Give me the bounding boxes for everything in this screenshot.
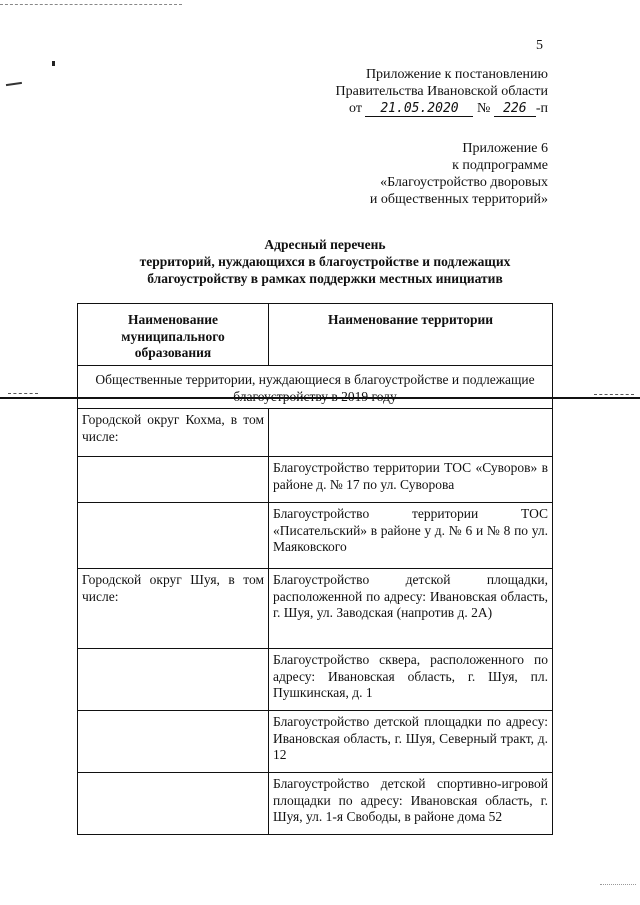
scan-artifact-dashes: [0, 4, 182, 5]
territory-cell: Благоустройство территории ТОС «Суворов» в районе д. № 17 по ул. Суворова: [269, 457, 553, 503]
handwritten-date: 21.05.2020: [365, 102, 473, 117]
title-line: Адресный перечень: [264, 237, 386, 252]
municipality-cell: [78, 649, 269, 711]
municipality-cell: Городской округ Кохма, в том числе:: [78, 409, 269, 457]
number-prefix: №: [476, 101, 491, 116]
section-title: Общественные территории, нуждающиеся в благоустройстве и подлежащие благоустройству в 2019 году: [78, 366, 553, 409]
handwritten-number: 226: [494, 102, 536, 117]
municipality-cell: Городской округ Шуя, в том числе:: [78, 569, 269, 649]
appendix6-line: и общественных территорий»: [369, 192, 548, 207]
appendix-date-line: [336, 100, 548, 117]
territory-table: [77, 303, 553, 835]
municipality-cell: [78, 457, 269, 503]
table-row: [78, 649, 553, 711]
territory-cell: [269, 409, 553, 457]
scan-artifact-dashes: [594, 394, 634, 395]
appendix-line: Правительства Ивановской области: [335, 84, 548, 99]
scan-mark: [6, 82, 22, 87]
territory-cell: Благоустройство детской площадки по адресу: Ивановская область, г. Шуя, Северный тракт, д. 12: [269, 711, 553, 773]
table-row: [78, 773, 553, 835]
title-line: территорий, нуждающихся в благоустройстве и подлежащих: [139, 254, 511, 269]
territory-cell: Благоустройство территории ТОС «Писательский» в районе у д. № 6 и № 8 по ул. Маяковского: [269, 503, 553, 569]
municipality-cell: [78, 503, 269, 569]
territory-cell: Благоустройство сквера, расположенного по адресу: Ивановская область, г. Шуя, пл. Пушкинская, д. 1: [269, 649, 553, 711]
number-suffix: -п: [535, 101, 548, 116]
municipality-cell: [78, 711, 269, 773]
appendix6-block: [370, 140, 548, 208]
scan-artifact-dashes: [8, 393, 38, 394]
table-row: [78, 569, 553, 649]
page-number: 5: [536, 38, 543, 53]
scan-mark: [52, 61, 55, 66]
territory-cell: Благоустройство детской площадки, расположенной по адресу: Ивановская область, г. Шуя, ул. Заводская (напротив д. 2А): [269, 569, 553, 649]
appendix-line: Приложение к постановлению: [365, 67, 548, 82]
date-prefix: от: [349, 101, 362, 116]
territory-cell: Благоустройство детской спортивно-игровой площадки по адресу: Ивановская область, г. Шуя, ул. 1-я Свободы, в районе дома 52: [269, 773, 553, 835]
municipality-cell: [78, 773, 269, 835]
table-header-row: [78, 304, 553, 366]
table-row: [78, 409, 553, 457]
appendix6-line: Приложение 6: [462, 141, 548, 156]
appendix6-line: «Благоустройство дворовых: [380, 175, 548, 190]
table-section-row: [78, 366, 553, 409]
table-row: [78, 711, 553, 773]
scan-artifact-dots: [600, 884, 636, 885]
table-row: [78, 503, 553, 569]
document-title: [90, 236, 560, 287]
header-municipality: Наименование муниципального образования: [78, 304, 269, 366]
header-territory: Наименование территории: [269, 304, 553, 366]
appendix6-line: к подпрограмме: [452, 158, 548, 173]
title-line: благоустройству в рамках поддержки местных инициатив: [147, 271, 503, 286]
appendix-block: [336, 66, 548, 117]
table-row: [78, 457, 553, 503]
strikethrough-line: [0, 397, 640, 399]
